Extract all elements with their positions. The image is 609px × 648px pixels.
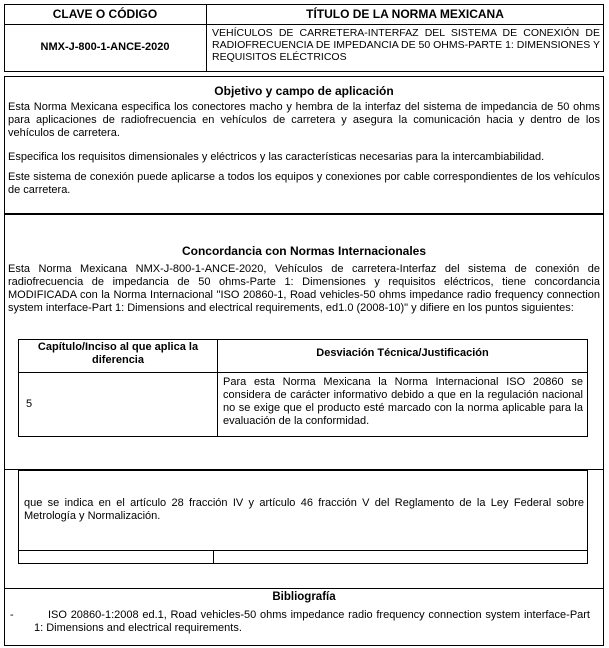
code-heading: CLAVE O CÓDIGO: [52, 7, 158, 21]
objective-paragraph-3: Este sistema de conexión puede aplicarse a todos los equipos y conexiones por cable correspondientes de los vehículos de carretera.: [8, 171, 600, 196]
header-row-divider: [4, 24, 604, 25]
bibliography-item: ISO 20860-1:2008 ed.1, Road vehicles-50 ohms impedance radio frequency connection system interface-Part 1: Dimensions and electrical requirements.: [34, 609, 590, 634]
concordance-paragraph: Esta Norma Mexicana NMX-J-800-1-ANCE-2020, Vehículos de carretera-Interfaz del sistema de conexión de radiofrecuencia de impedancia de 50 ohms-Parte 1: Dimensiones y requisitos eléctricos, tiene concordancia MODIFICADA con la Norma Internacional "ISO 20860-1, Road vehicles-50 ohms impedance radio frequency connection system interface-Part 1: Dimensions and electrical requirements, ed1.0 (2008-10)" y difiere en los puntos siguientes:: [8, 263, 600, 314]
bibliography-heading: Bibliografía: [272, 591, 336, 603]
deviation-table-row-divider: [18, 372, 588, 373]
concordance-heading: Concordancia con Normas Internacionales: [181, 244, 427, 258]
title-heading: TÍTULO DE LA NORMA MEXICANA: [306, 7, 504, 21]
deviation-row-justification: Para esta Norma Mexicana la Norma Internacional ISO 20860 se considera de carácter informativo debido a que en la regulación nacional no se exige que el producto esté marcado con la norma aplicable para la evaluación de la conformidad.: [223, 376, 583, 427]
page-right-edge: [603, 470, 604, 588]
objective-paragraph-2: Especifica los requisitos dimensionales y eléctricos y las características necesarias para la intercambiabilidad.: [8, 151, 545, 163]
bibliography-bullet: -: [10, 609, 14, 621]
continuation-row-divider: [18, 550, 588, 551]
page-left-edge: [4, 470, 5, 588]
deviation-column-heading: Desviación Técnica/Justificación: [316, 347, 489, 359]
norm-title: VEHÍCULOS DE CARRETERA-INTERFAZ DEL SISTEMA DE CONEXIÓN DE RADIOFRECUENCIA DE IMPEDANCIA DE 50 OHMS-PARTE 1: DIMENSIONES Y REQUISITOS ELÉCTRICOS: [212, 27, 600, 63]
objective-heading: Objetivo y campo de aplicación: [214, 84, 394, 98]
chapter-column-heading: Capítulo/Inciso al que aplica la diferencia: [37, 341, 199, 366]
objective-paragraph-1: Esta Norma Mexicana especifica los conectores macho y hembra de la interfaz del sistema de impedancia de 50 ohms para aplicaciones de radiofrecuencia en vehículos de carretera y asegura la comunicación hacia y dentro de los vehículos de carretera.: [8, 101, 600, 139]
deviation-row-chapter: 5: [26, 398, 33, 410]
norm-code: NMX-J-800-1-ANCE-2020: [40, 41, 170, 53]
continuation-col-divider: [213, 550, 214, 564]
continuation-text: que se indica en el artículo 28 fracción IV y artículo 46 fracción V del Reglamento de la Ley Federal sobre Metrología y Normalización.: [24, 497, 584, 522]
